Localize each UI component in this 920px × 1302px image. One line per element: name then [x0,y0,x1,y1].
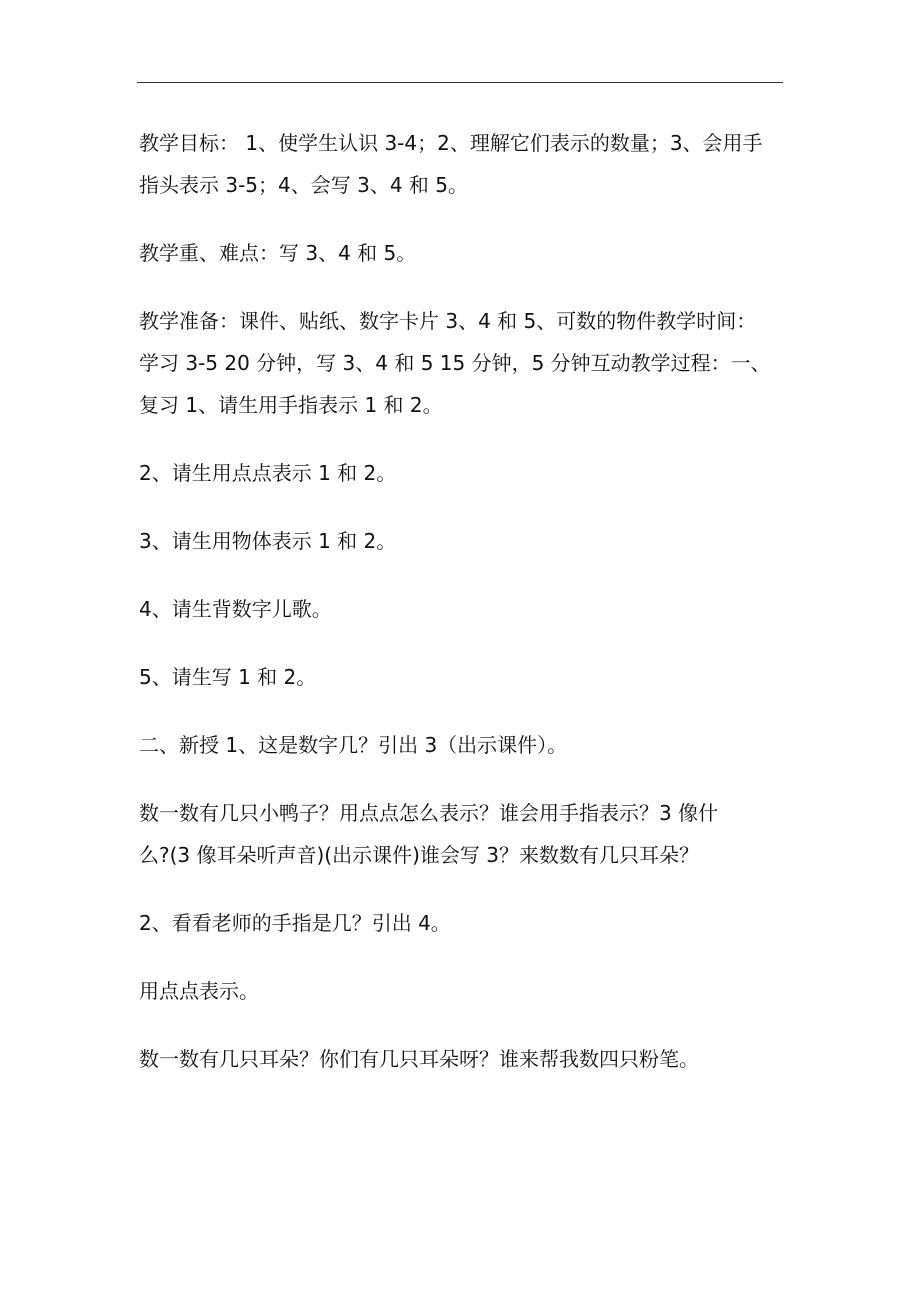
document-body [139,122,799,1106]
paragraph-count-ears [139,1038,799,1080]
paragraph-count-ducks [139,792,799,876]
paragraph-goals [139,122,799,206]
paragraph-preparation [139,300,799,426]
text-line: 指头表示 3-5；4、会写 3、4 和 5。 [139,173,468,197]
text-line: 教学重、难点：写 3、4 和 5。 [139,241,417,265]
text-line: 2、请生用点点表示 1 和 2。 [139,461,397,485]
text-line: 数一数有几只耳朵？你们有几只耳朵呀？谁来帮我数四只粉笔。 [139,1047,699,1071]
text-line: 5、请生写 1 和 2。 [139,665,317,689]
paragraph-review-2 [139,452,799,494]
paragraph-key-points [139,232,799,274]
paragraph-review-3 [139,520,799,562]
text-line: 复习 1、请生用手指表示 1 和 2。 [139,393,443,417]
header-rule [137,82,783,83]
paragraph-new-lesson-1 [139,724,799,766]
text-line: 4、请生背数字儿歌。 [139,597,332,621]
text-line: 二、新授 1、这是数字几？引出 3（出示课件）。 [139,733,568,757]
text-line: 教学准备：课件、贴纸、数字卡片 3、4 和 5、可数的物件教学时间： [139,309,757,333]
text-line: 3、请生用物体表示 1 和 2。 [139,529,397,553]
text-line: 2、看看老师的手指是几？引出 4。 [139,911,451,935]
text-line: 数一数有几只小鸭子？用点点怎么表示？谁会用手指表示？3 像什 [139,801,719,825]
paragraph-review-4 [139,588,799,630]
paragraph-review-5 [139,656,799,698]
paragraph-dots [139,970,799,1012]
text-line: 么?(3 像耳朵听声音)(出示课件)谁会写 3？来数数有几只耳朵？ [139,843,699,867]
text-line: 用点点表示。 [139,979,259,1003]
text-line: 教学目标： 1、使学生认识 3-4；2、理解它们表示的数量；3、会用手 [139,131,763,155]
text-line: 学习 3-5 20 分钟，写 3、4 和 5 15 分钟，5 分钟互动教学过程：一、 [139,351,771,375]
paragraph-new-lesson-2 [139,902,799,944]
